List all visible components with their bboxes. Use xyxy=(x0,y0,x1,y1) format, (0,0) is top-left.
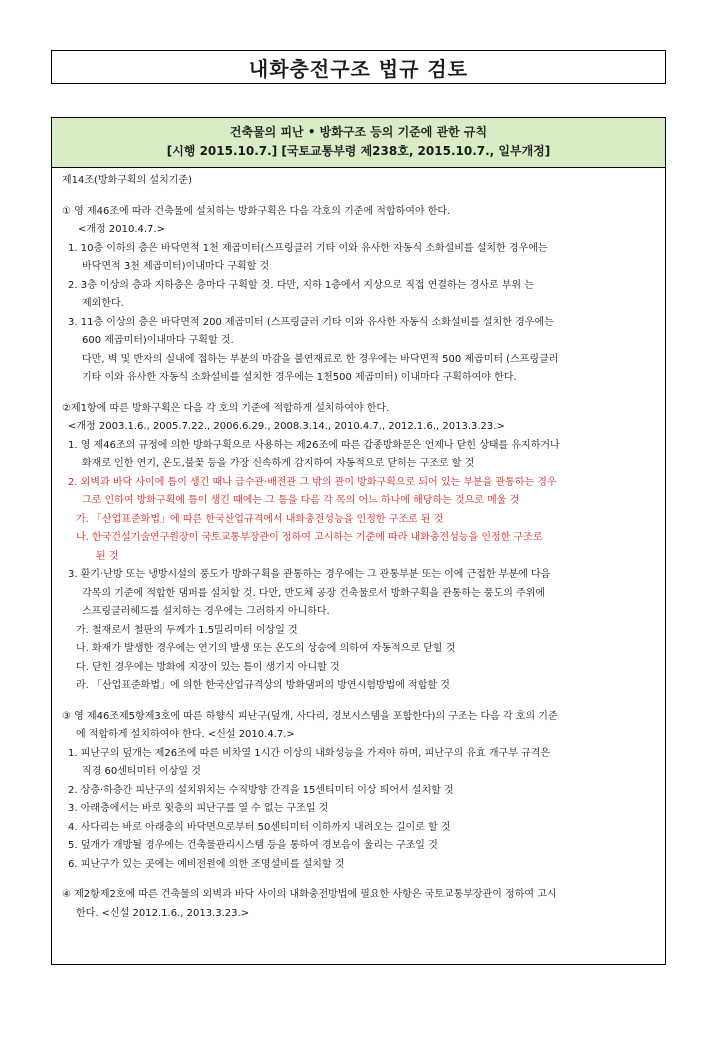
p3-item-2: 2. 상층·하층간 피난구의 설치위치는 수직방향 간격을 15센티미터 이상 띄어서 설치할 것 xyxy=(68,784,454,796)
p1-item-1: 1. 10층 이하의 층은 바닥면적 1천 제곱미터(스프링클러 기타 이와 유사한 자동식 소화설비를 설치한 경우에는 xyxy=(68,242,548,254)
p1-item-3-cont: 600 제곱미터)이내마다 구획할 것. xyxy=(82,335,234,346)
p2-item-3-proviso: 스프링클러헤드를 설치하는 경우에는 그러하지 아니하다. xyxy=(82,606,330,617)
p1-item-1-cont: 바닥면적 3천 제곱미터)이내마다 구획할 것 xyxy=(82,261,270,272)
p2-item-1: 1. 영 제46조의 규정에 의한 방화구획으로 사용하는 제26조에 따른 갑종방화문은 언제나 닫힌 상태를 유지하거나 xyxy=(68,439,560,451)
paragraph-3-text: ③ 영 제46조제5항제3호에 따른 하향식 피난구(덮개, 사다리, 경보시스템을 포함한다)의 구조는 다음 각 호의 기준 xyxy=(62,710,558,722)
document-title: 내화충전구조 법규 검토 xyxy=(51,50,666,84)
p3-item-3: 3. 아래층에서는 바로 윗층의 피난구를 열 수 없는 구조일 것 xyxy=(68,803,329,814)
p3-item-1-cont: 직경 60센티미터 이상일 것 xyxy=(82,766,201,777)
p2-item-2-cont: 그로 인하여 방화구획에 틈이 생긴 때에는 그 틈을 다음 각 목의 어느 하나에 해당하는 것으로 메울 것 xyxy=(82,495,520,506)
paragraph-1-text: ① 영 제46조에 따라 건축물에 설치하는 방화구획은 다음 각호의 기준에 적합하여야 한다. xyxy=(62,205,451,217)
p2-item-2: 2. 외벽과 바닥 사이에 틈이 생긴 때나 급수관·배전관 그 밖의 관이 방화구획으로 되어 있는 부분을 관통하는 경우 xyxy=(68,476,557,488)
p1-item-3: 3. 11층 이상의 층은 바닥면적 200 제곱미터 (스프링클러 기타 이와 유사한 자동식 소화설비를 설치한 경우에는 xyxy=(68,316,554,328)
paragraph-4-text: ④ 제2항제2호에 따른 건축물의 외벽과 바닥 사이의 내화충전방법에 필요한 사항은 국토교통부장관이 정하여 고시 xyxy=(62,889,557,900)
p3-item-6: 6. 피난구가 있는 곳에는 예비전원에 의한 조명설비를 설치할 것 xyxy=(68,858,345,870)
p2-item-2-na-cont: 된 것 xyxy=(96,550,119,562)
law-name: 건축물의 피난 • 방화구조 등의 기준에 관한 규칙 xyxy=(229,125,488,139)
p3-item-4: 4. 사다리는 바로 아래층의 바닥면으로부터 50센티미터 이하까지 내려오는 길이로 할 것 xyxy=(68,821,451,833)
paragraph-1-amend: <개정 2010.4.7.> xyxy=(78,224,165,235)
p2-item-3-da: 다. 닫힌 경우에는 방화에 지장이 있는 틈이 생기지 아니할 것 xyxy=(76,661,340,673)
p2-item-3-na: 나. 화재가 발생한 경우에는 연기의 발생 또는 온도의 상승에 의하여 자동적으로 닫힐 것 xyxy=(76,643,456,654)
p2-item-1-cont: 화재로 인한 연기, 온도,불꽃 등을 가장 신속하게 감지하여 자동적으로 닫히는 구조로 할 것 xyxy=(82,458,475,469)
p2-item-2-ga: 가. 「산업표준화법」에 따른 한국산업규격에서 내화충전성능을 인정한 구조로 된 것 xyxy=(76,513,444,525)
p2-item-3: 3. 환기·난방 또는 냉방시설의 풍도가 방화구획을 관통하는 경우에는 그 관통부분 또는 이에 근접한 부분에 다음 xyxy=(68,569,551,580)
paragraph-2-amend: <개정 2003.1.6., 2005.7.22., 2006.6.29., 2008.3.14., 2010.4.7., 2012.1.6., 2013.3.23.> xyxy=(68,421,505,432)
p1-item-2-cont: 제외한다. xyxy=(82,298,124,309)
paragraph-2-text: ②제1항에 따른 방화구획은 다음 각 호의 기준에 적합하게 설치하여야 한다. xyxy=(62,402,390,414)
law-enforcement-info: [시행 2015.10.7.] [국토교통부령 제238호, 2015.10.7., 일부개정] xyxy=(166,144,551,158)
p3-item-1: 1. 피난구의 덮개는 제26조에 따른 비차열 1시간 이상의 내화성능을 가져야 하며, 피난구의 유효 개구부 규격은 xyxy=(68,747,551,759)
p1-item-3-proviso-cont: 기타 이와 유사한 자동식 소화설비를 설치한 경우에는 1천500 제곱미터) 이내마다 구획하여야 한다. xyxy=(82,372,517,383)
p1-item-3-proviso: 다만, 벽 및 반자의 실내에 접하는 부분의 마감을 불연재료로 한 경우에는 바닥면적 500 제곱미터 (스프링클러 xyxy=(82,353,559,365)
p3-item-5: 5. 덮개가 개방될 경우에는 건축물관리시스템 등을 통하여 경보음이 울리는 구조일 것 xyxy=(68,840,438,851)
law-header xyxy=(52,118,665,168)
p1-item-2: 2. 3층 이상의 층과 지하층은 층마다 구획할 것. 다만, 지하 1층에서 지상으로 직접 연결하는 경사로 부위 는 xyxy=(68,279,534,291)
p2-item-3-ra: 라. 「산업표준화법」에 의한 한국산업규격상의 방화댐퍼의 방연시험방법에 적합할 것 xyxy=(76,680,450,691)
article-heading: 제14조(방화구획의 설치기준) xyxy=(62,175,192,186)
article-content xyxy=(52,168,665,923)
paragraph-4-text-cont: 한다. <신설 2012.1.6., 2013.3.23.> xyxy=(76,907,250,919)
p2-item-3-ga: 가. 철재로서 철판의 두께가 1.5밀리미터 이상일 것 xyxy=(76,624,298,636)
law-review-box xyxy=(51,117,666,965)
p2-item-2-na: 나. 한국건설기술연구원장이 국토교통부장관이 정하여 고시하는 기준에 따라 내화충전성능을 인정한 구조로 xyxy=(76,532,543,543)
paragraph-3-text-cont: 에 적합하게 설치하여야 한다. <신설 2010.4.7.> xyxy=(76,729,295,740)
p2-item-3-cont: 각목의 기준에 적합한 댐퍼를 설치할 것. 다만, 반도체 공장 건축물로서 방화구획을 관통하는 풍도의 주위에 xyxy=(82,587,546,599)
